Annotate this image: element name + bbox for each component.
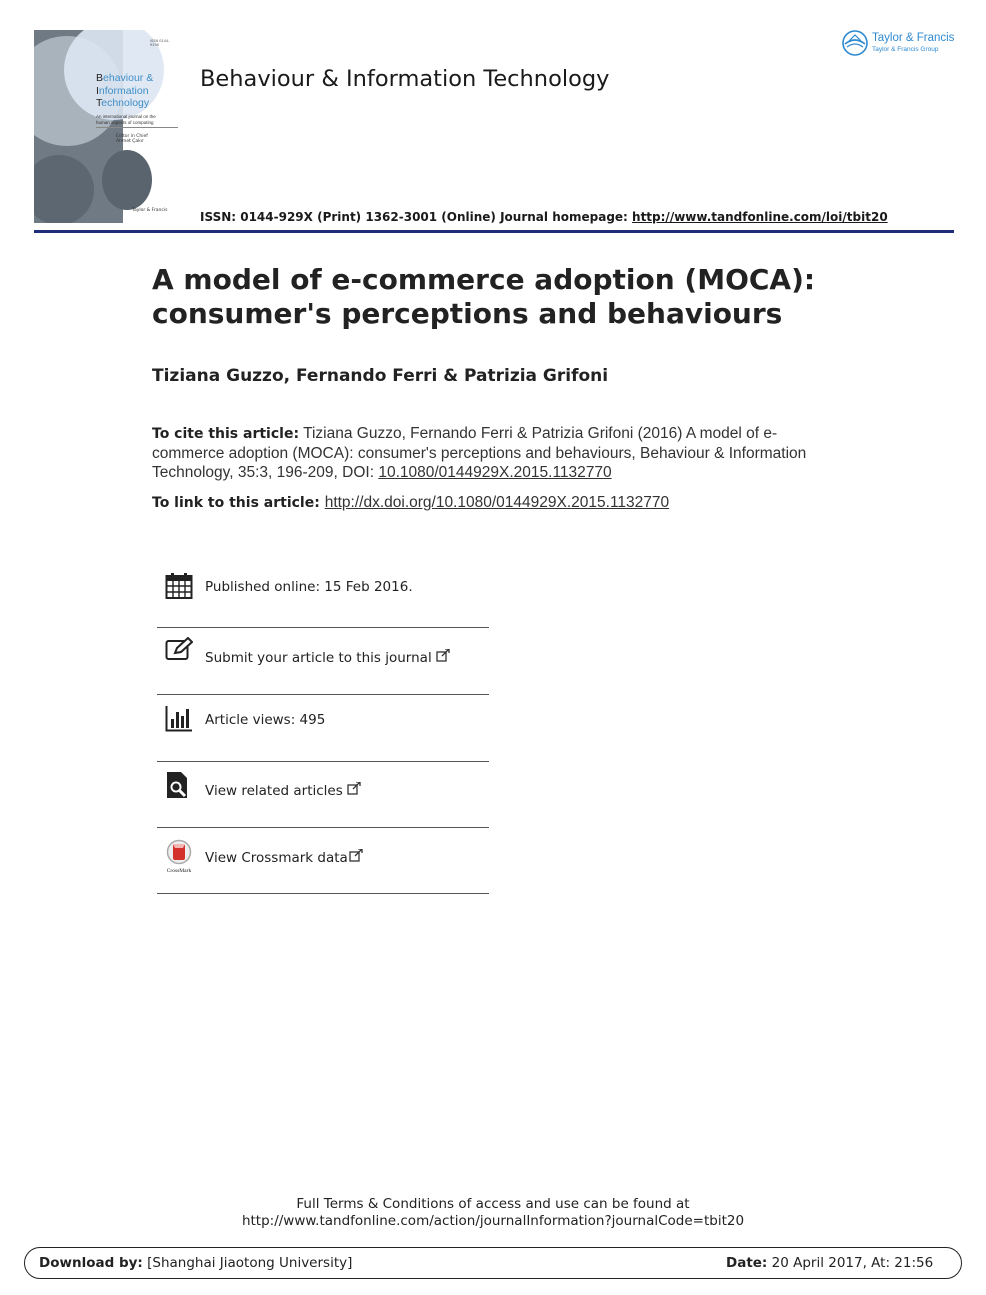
cite-label: To cite this article: — [152, 426, 300, 442]
header-rule — [34, 230, 954, 233]
crossmark-link[interactable]: View Crossmark data — [205, 849, 363, 866]
download-date: Date: 20 April 2017, At: 21:56 — [726, 1255, 934, 1271]
article-doi-link[interactable]: http://dx.doi.org/10.1080/0144929X.2015.1132770 — [324, 494, 670, 511]
citation-text: Tiziana Guzzo, Fernando Ferri & Patrizia Grifoni (2016) A model of e-commerce adoption (MOCA): consumer's perceptions and behaviours, Behaviour & Information Technology, 35:3, 196-209, DOI: — [152, 425, 807, 481]
submit-article-link[interactable]: Submit your article to this journal — [205, 649, 450, 666]
document-search-icon — [165, 771, 193, 799]
cover-publisher: Taylor & Francis — [132, 208, 168, 213]
link-label: To link to this article: — [152, 495, 325, 511]
journal-homepage-link[interactable]: http://www.tandfonline.com/loi/tbit20 — [632, 210, 888, 224]
tf-emblem-icon — [842, 30, 868, 56]
cover-subtitle: An international journal on the human aspects of computing — [96, 114, 156, 125]
cover-title: Behaviour & Information Technology — [96, 72, 154, 109]
tf-logo-group: Taylor & Francis Group — [872, 46, 939, 53]
info-divider — [157, 893, 489, 894]
related-articles-link[interactable]: View related articles — [205, 782, 361, 799]
journal-title: Behaviour & Information Technology — [200, 66, 610, 92]
crossmark-logo-text: CrossMark — [166, 868, 192, 874]
journal-cover-image — [34, 30, 178, 223]
tf-logo-name: Taylor & Francis — [872, 32, 955, 44]
taylor-francis-logo[interactable] — [842, 30, 960, 58]
crossmark-icon — [163, 839, 195, 865]
issn-line: ISSN: 0144-929X (Print) 1362-3001 (Online) Journal homepage: http://www.tandfonline.com/loi/tbit20 — [200, 210, 888, 224]
terms-url[interactable]: http://www.tandfonline.com/action/journalInformation?journalCode=tbit20 — [241, 1213, 745, 1229]
terms-notice — [0, 1196, 986, 1230]
article-title: A model of e-commerce adoption (MOCA): consumer's perceptions and behaviours — [152, 263, 816, 330]
article-views-text: Article views: 495 — [205, 712, 326, 728]
bar-chart-icon — [165, 704, 193, 732]
submit-article-row[interactable] — [157, 637, 489, 677]
terms-line-1: Full Terms & Conditions of access and use can be found at — [296, 1196, 690, 1212]
published-online-row — [157, 571, 489, 603]
edit-icon — [165, 637, 193, 665]
article-authors: Tiziana Guzzo, Fernando Ferri & Patrizia Grifoni — [152, 366, 609, 386]
download-by: Download by: [Shanghai Jiaotong University] — [39, 1255, 353, 1271]
info-divider — [157, 627, 489, 628]
external-link-icon — [347, 782, 361, 795]
info-divider — [157, 761, 489, 762]
citation-doi-link[interactable]: 10.1080/0144929X.2015.1132770 — [378, 464, 612, 481]
calendar-icon — [165, 572, 193, 600]
article-link-block — [152, 493, 822, 513]
info-divider — [157, 694, 489, 695]
cover-editor: Editor in Chief Ahmet Çakır — [116, 134, 148, 144]
external-link-icon — [349, 849, 363, 862]
article-views-row — [157, 704, 489, 736]
cover-top-text: ISSN 0144-929X — [150, 39, 170, 47]
info-divider — [157, 827, 489, 828]
related-articles-row[interactable] — [157, 771, 489, 805]
citation-block — [152, 424, 822, 482]
external-link-icon — [436, 649, 450, 662]
crossmark-row[interactable] — [157, 839, 489, 875]
published-online-text: Published online: 15 Feb 2016. — [205, 579, 413, 595]
download-info-bar — [24, 1247, 962, 1279]
crossmark-logo — [163, 839, 195, 875]
